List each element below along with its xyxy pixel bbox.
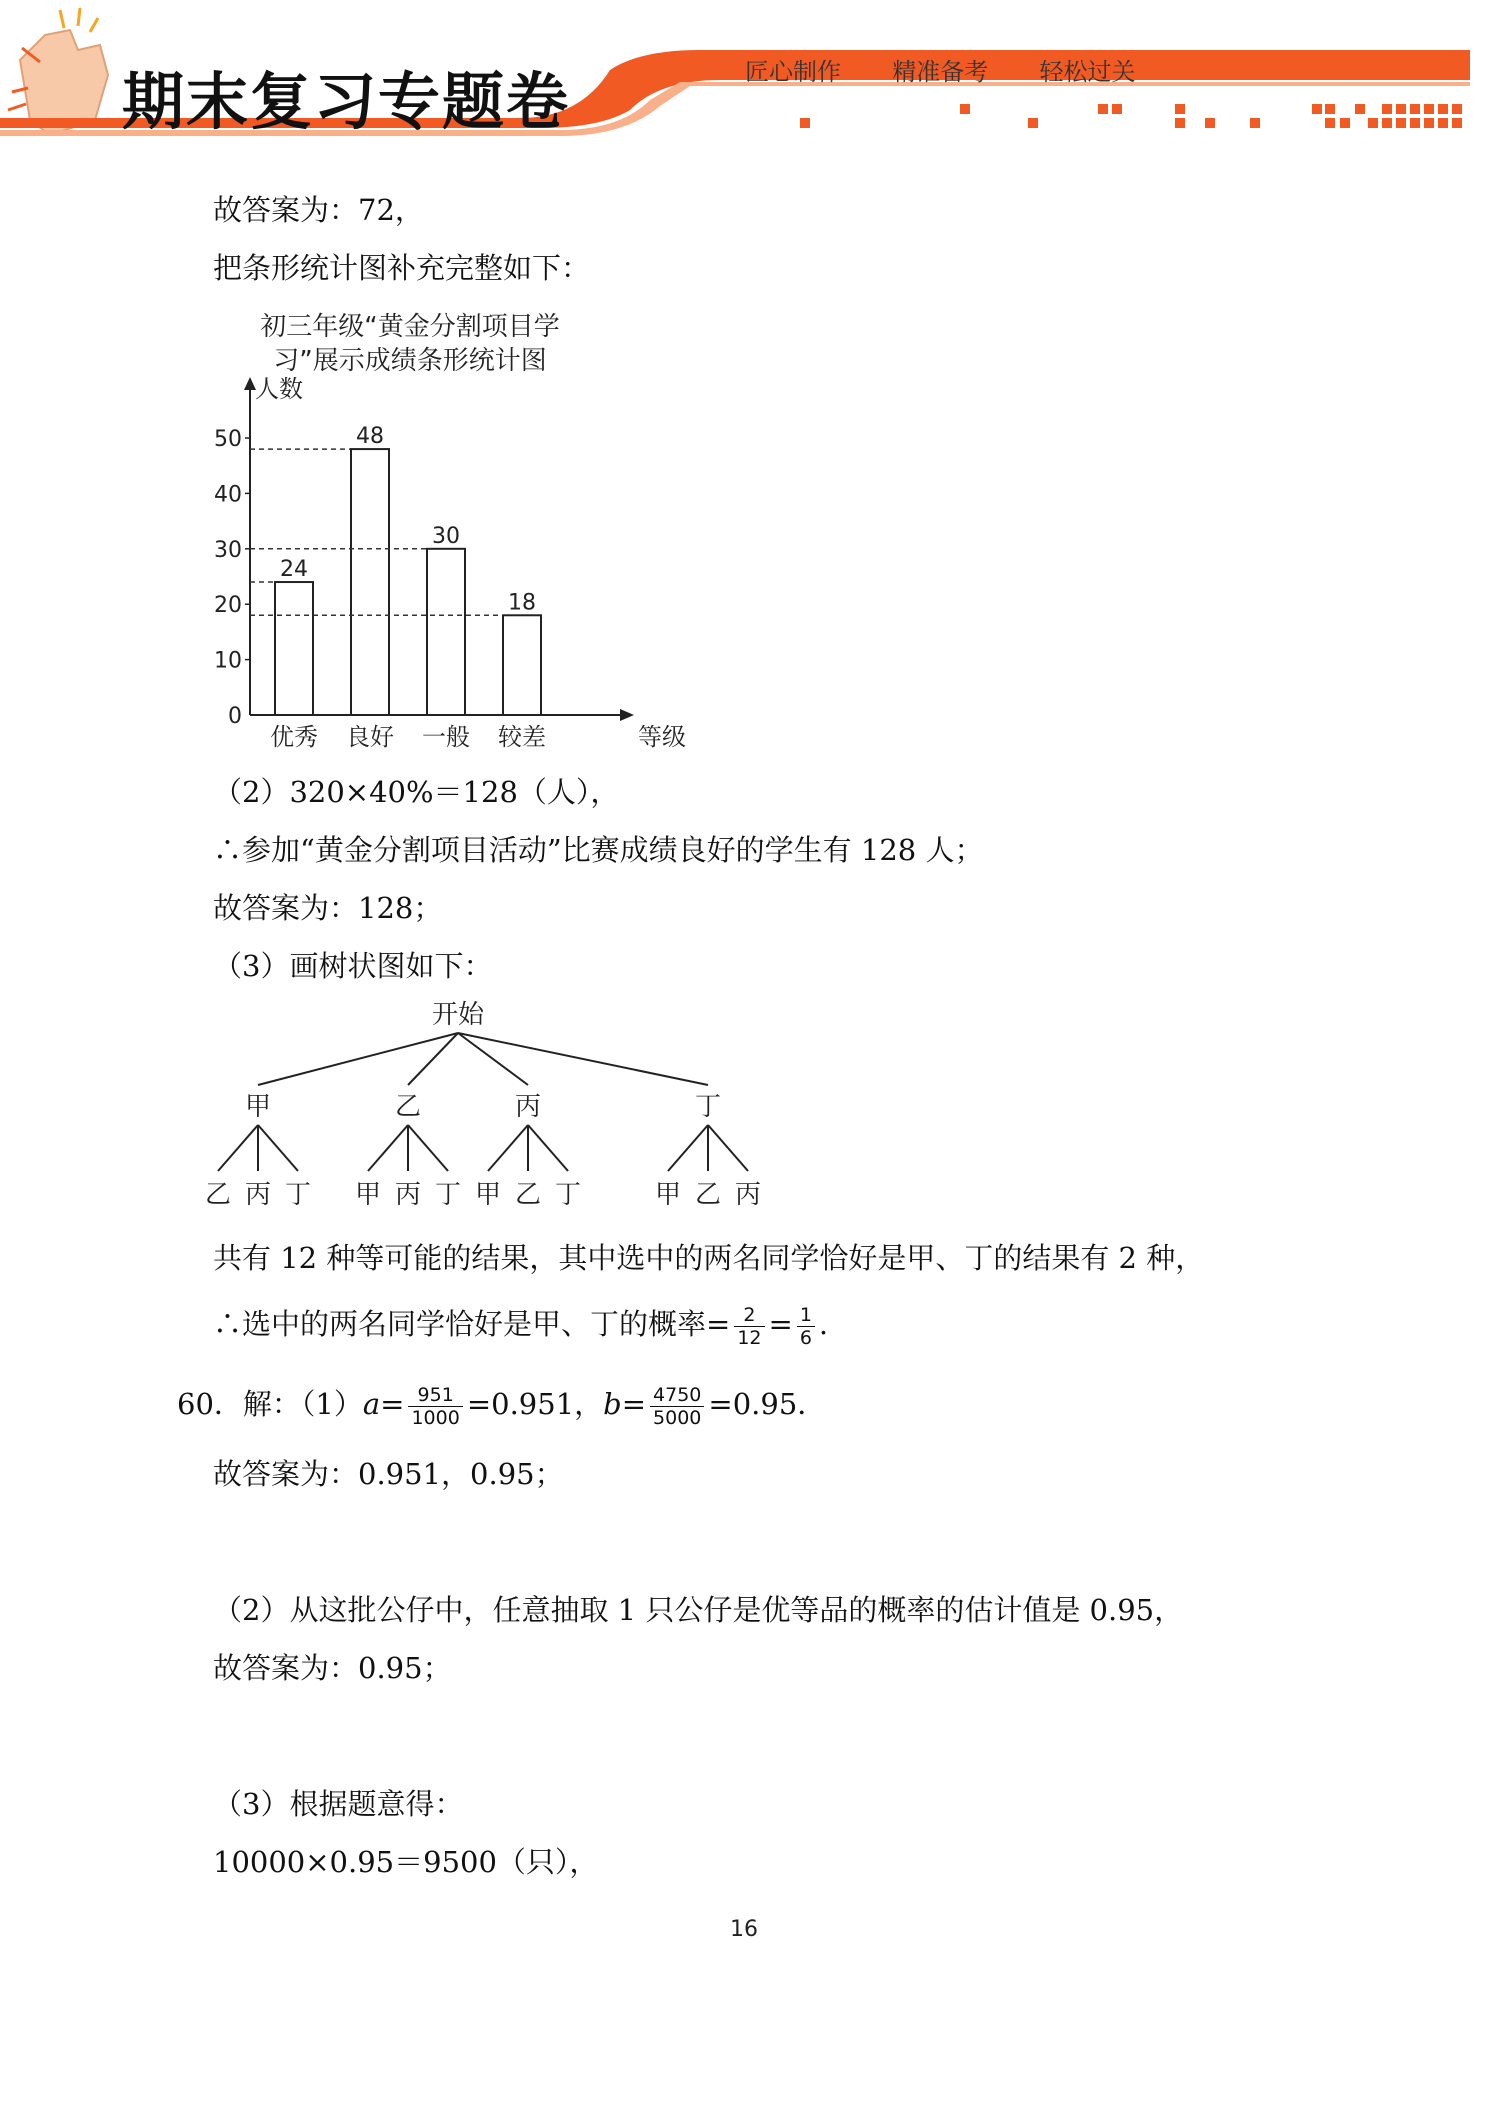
part2-conclusion: ∴参加“黄金分割项目活动”比赛成绩良好的学生有 128 人； [213, 833, 984, 867]
bar [275, 582, 313, 715]
y-tick-label: 10 [214, 648, 242, 674]
value-b: =0.95． [708, 1387, 827, 1421]
bar-chart [200, 305, 686, 755]
tree-branch-label: 丁 [694, 1092, 722, 1122]
y-tick-label: 50 [214, 427, 242, 452]
answer-line-72: 故答案为：72， [213, 193, 424, 227]
fraction-1-6 [797, 1304, 815, 1349]
thumbs-up-icon [8, 8, 108, 135]
part2-estimate: （2）从这批公仔中，任意抽取 1 只公仔是优等品的概率的估计值是 0.95， [213, 1593, 1184, 1627]
tree-root-label: 开始 [431, 1000, 485, 1030]
fraction-numerator: 1 [797, 1304, 815, 1327]
fraction-denominator: 12 [737, 1326, 762, 1349]
bar-value-label: 48 [356, 424, 384, 450]
part3-intro: （3）画树状图如下： [213, 949, 493, 983]
y-tick-label: 30 [214, 537, 242, 563]
bar [427, 549, 465, 715]
tree-branch-label: 甲 [244, 1092, 272, 1122]
tree-leaf-label: 丁 [554, 1180, 582, 1210]
part2-calculation: （2）320×40%＝128（人）， [213, 775, 620, 809]
bar-value-label: 18 [508, 590, 536, 616]
fraction-4750-5000 [650, 1384, 704, 1429]
bar-value-label: 24 [280, 557, 308, 583]
tree-leaf-label: 丁 [434, 1180, 462, 1210]
outcomes-summary: 共有 12 种等可能的结果，其中选中的两名同学恰好是甲、丁的结果有 2 种， [213, 1241, 1205, 1275]
category-label: 一般 [422, 723, 470, 751]
fraction-2-12 [734, 1304, 764, 1349]
tree-leaf-label: 乙 [204, 1180, 232, 1210]
header-slogan: 匠心制作 精准备考 轻松过关 [745, 58, 1136, 86]
tree-leaf-line [528, 1125, 568, 1171]
header-title: 期末复习专题卷 [122, 65, 571, 138]
tree-leaf-label: 甲 [474, 1180, 502, 1210]
tree-leaf-label: 乙 [514, 1180, 542, 1210]
equals-sign: = [380, 1387, 405, 1421]
fraction-numerator: 2 [734, 1304, 764, 1327]
y-axis-label: 人数 [255, 375, 303, 403]
dot-pattern [800, 104, 1462, 128]
question-60-prefix: 60．解：（1） [177, 1387, 363, 1421]
fraction-numerator: 4750 [650, 1384, 704, 1407]
equals-sign: = [768, 1307, 793, 1341]
category-label: 良好 [346, 723, 394, 751]
tree-leaf-line [708, 1125, 748, 1171]
fraction-numerator: 951 [408, 1384, 462, 1407]
category-label: 优秀 [270, 723, 318, 751]
tree-diagram [200, 995, 780, 1225]
part3-calculation: 10000×0.95＝9500（只）， [213, 1845, 599, 1879]
tree-leaf-label: 丙 [244, 1180, 272, 1210]
page-number: 16 [730, 1917, 758, 1942]
question-60-line [177, 1380, 826, 1429]
fraction-denominator: 5000 [653, 1406, 702, 1429]
y-tick-label: 20 [214, 593, 242, 619]
bar [503, 615, 541, 715]
fraction-denominator: 6 [799, 1326, 812, 1349]
tree-branch-line [458, 1033, 708, 1085]
bar-value-label: 30 [432, 523, 460, 549]
part2-answer: 故答案为：128； [213, 891, 443, 925]
equals-sign: = [621, 1387, 647, 1421]
probability-line [213, 1300, 828, 1349]
fraction-951-1000 [408, 1384, 462, 1429]
variable-b: b [603, 1387, 622, 1421]
tree-branch-label: 丙 [514, 1092, 542, 1122]
value-a: =0.951， [466, 1387, 604, 1421]
category-label: 较差 [498, 723, 546, 751]
tree-leaf-line [368, 1125, 408, 1171]
chart-title-line1: 初三年级“黄金分割项目学 [260, 312, 560, 342]
tree-leaf-line [218, 1125, 258, 1171]
probability-prefix: ∴选中的两名同学恰好是甲、丁的概率= [213, 1307, 731, 1341]
y-tick-label: 0 [228, 704, 242, 729]
answer-0951-095: 故答案为：0.951，0.95； [213, 1457, 564, 1491]
tree-leaf-line [408, 1125, 448, 1171]
x-axis-label: 等级 [638, 723, 686, 751]
fraction-denominator: 1000 [411, 1406, 460, 1429]
tree-leaf-label: 丙 [734, 1180, 762, 1210]
x-axis-arrow [620, 709, 634, 721]
tree-branch-line [408, 1033, 458, 1085]
tree-leaf-label: 丁 [284, 1180, 312, 1210]
part3-heading: （3）根据题意得： [213, 1787, 464, 1821]
tree-leaf-line [668, 1125, 708, 1171]
bar [351, 449, 389, 715]
chart-intro-text: 把条形统计图补充完整如下： [213, 251, 591, 285]
period: . [818, 1307, 829, 1341]
tree-leaf-line [258, 1125, 298, 1171]
tree-leaf-line [488, 1125, 528, 1171]
tree-leaf-label: 甲 [354, 1180, 382, 1210]
variable-a: a [362, 1387, 381, 1421]
part2-answer-095: 故答案为：0.95； [213, 1651, 452, 1685]
chart-title-line2: 习”展示成绩条形统计图 [273, 346, 547, 376]
tree-leaf-label: 甲 [654, 1180, 682, 1210]
tree-branch-line [258, 1033, 458, 1085]
tree-branch-label: 乙 [394, 1092, 422, 1122]
y-tick-label: 40 [214, 482, 242, 508]
tree-leaf-label: 乙 [694, 1180, 722, 1210]
tree-leaf-label: 丙 [394, 1180, 422, 1210]
